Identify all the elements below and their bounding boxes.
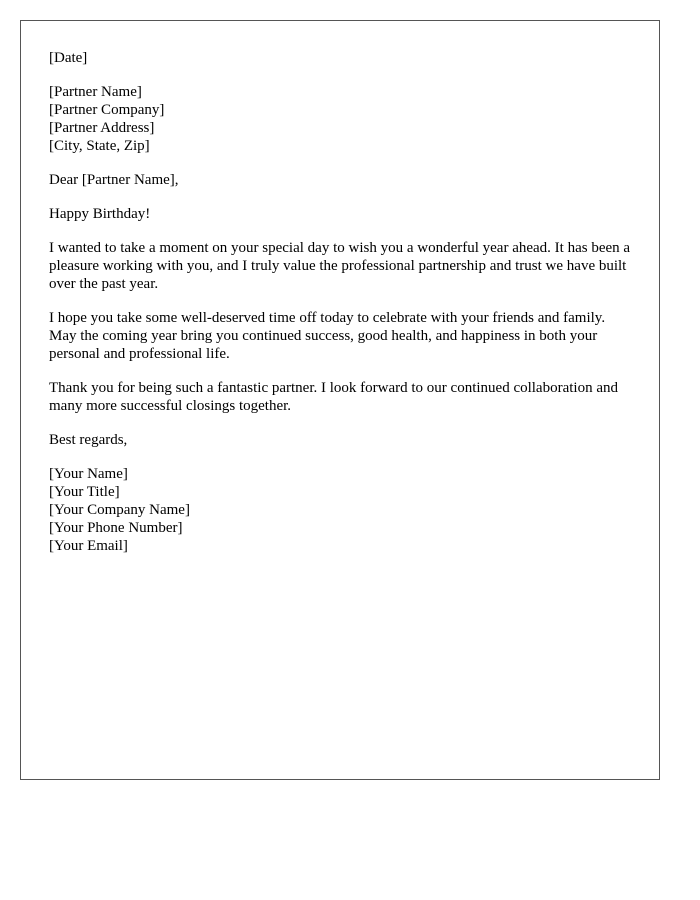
closing: Best regards,: [49, 432, 128, 448]
recipient-name: [Partner Name]: [49, 84, 142, 100]
body-paragraph-1: I wanted to take a moment on your special day to wish you a wonderful year ahead. It has been a pleasure working with you, and I truly value the professional partnership and trust we have built over the past year.: [49, 240, 631, 292]
sender-block: [49, 465, 633, 555]
sender-name: [Your Name]: [49, 466, 128, 482]
letter-frame: [20, 20, 660, 780]
recipient-company: [Partner Company]: [49, 102, 165, 118]
greeting: Happy Birthday!: [49, 206, 151, 222]
recipient-block: [49, 83, 633, 155]
letter-date: [Date]: [49, 50, 88, 66]
recipient-address: [Partner Address]: [49, 120, 155, 136]
sender-company: [Your Company Name]: [49, 502, 190, 518]
date-block: [49, 49, 633, 67]
body-paragraph-3: Thank you for being such a fantastic partner. I look forward to our continued collaboration and many more successful closings together.: [49, 380, 618, 414]
sender-title: [Your Title]: [49, 484, 120, 500]
letter-body: [49, 49, 633, 555]
sender-email: [Your Email]: [49, 538, 128, 554]
recipient-city-state-zip: [City, State, Zip]: [49, 138, 150, 154]
body-paragraph-2: I hope you take some well-deserved time off today to celebrate with your friends and family. May the coming year bring you continued success, good health, and happiness in both your personal and professional life.: [49, 310, 606, 362]
salutation: Dear [Partner Name],: [49, 172, 179, 188]
sender-phone: [Your Phone Number]: [49, 520, 183, 536]
